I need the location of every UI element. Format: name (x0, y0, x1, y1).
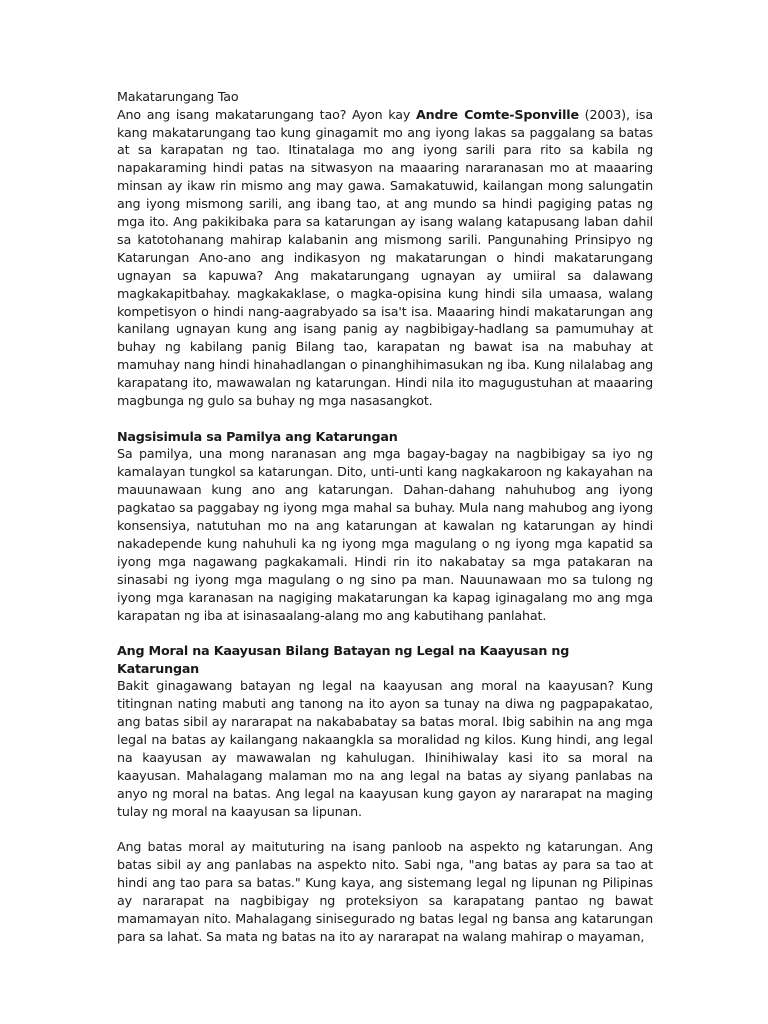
section-heading-makatarungang-tao: Makatarungang Tao (117, 89, 239, 104)
section-heading-moral-na-kaayusan: Ang Moral na Kaayusan Bilang Batayan ng Legal na Kaayusan ng Katarungan (117, 643, 570, 676)
paragraph-gap (117, 624, 653, 642)
section-body-batas-moral: Ang batas moral ay maituturing na isang panloob na aspekto ng katarungan. Ang batas sibil ay ang panlabas na aspekto nito. Sabi nga, "ang batas ay para sa tao at hindi ang tao para sa batas." Kung kaya, ang sistemang legal ng lipunan ng Pilipinas ay nararapat na nagbibigay ng proteksiyon sa karapatang pantao ng bawat mamamayan nito. Mahalagang sinisegurado ng batas legal ng bansa ang katarungan para sa lahat. Sa mata ng batas na ito ay nararapat na walang mahirap o mayaman, (117, 839, 653, 945)
paragraph-gap (117, 410, 653, 428)
paragraph-gap (117, 821, 653, 839)
body-intro-text: Ano ang isang makatarungang tao? Ayon kay (117, 106, 416, 122)
section-body-moral-na-kaayusan: Bakit ginagawang batayan ng legal na kaayusan ang moral na kaayusan? Kung titingnan nating mabuti ang tanong na ito ayon sa tunay na diwa ng pagpapakatao, ang batas sibil ay nararapat na nakababatay sa batas moral. Ibig sabihin na ang mga legal na batas ay kailangang nakaangkla sa moralidad ng kilos. Kung hindi, ang legal na kaayusan ay mawawalan ng kahulugan. Ihinihiwalay kasi ito sa moral na kaayusan. Mahalagang malaman mo na ang legal na batas ay siyang panlabas na anyo ng moral na batas. Ang legal na kaayusan kung gayon ay nararapat na maging tulay ng moral na kaayusan sa lipunan. (117, 678, 653, 819)
author-name: Andre Comte-Sponville (415, 106, 579, 122)
section-heading-pamilya: Nagsisimula sa Pamilya ang Katarungan (117, 428, 398, 444)
body-main-text: (2003), isa kang makatarungang tao kung ginagamit mo ang iyong lakas sa paggalang sa batas at sa karapatan ng tao. Itinatalaga mo ang iyong sarili para rito sa kabila ng napakaraming hindi patas na sitwasyon na maaaring nararanasan mo at maaaring minsan ay ikaw rin mismo ang may gawa. Samakatuwid, kailangan mong salungatin ang iyong mismong sarili, ang ibang tao, at ang mundo sa hindi pagiging patas ng mga ito. Ang pakikibaka para sa katarungan ay isang walang katapusang laban dahil sa katotohanang mahirap kalabanin ang mismong sarili. Pangunahing Prinsipyo ng Katarungan Ano-ano ang indikasyon ng makatarungan o hindi makatarungang ugnayan sa kapuwa? Ang makatarungang ugnayan ay umiiral sa dalawang magkakapitbahay. magkakaklase, o magka-opisina kung hindi sila umaasa, walang kompetisyon o hindi nang-aagrabyado sa isa't isa. Maaaring hindi makatarungan ang kanilang ugnayan kung ang isang panig ay nagbibigay-hadlang sa pamumuhay at buhay ng kabilang panig Bilang tao, karapatan ng bawat isa na mabuhay at mamuhay nang hindi hinahadlangan o pinanghihimasukan ng iba. Kung nilalabag ang karapatang ito, mawawalan ng katarungan. Hindi nila ito magugustuhan at maaaring magbunga ng gulo sa buhay ng mga nasasangkot. (117, 106, 654, 409)
document-page (117, 88, 653, 946)
section-body-makatarungang-tao (117, 106, 653, 410)
section-body-pamilya: Sa pamilya, una mong naranasan ang mga bagay-bagay na nagbibigay sa iyo ng kamalayan tungkol sa katarungan. Dito, unti-unti kang nagkakaroon ng kakayahan na mauunawaan kung ano ang katarungan. Dahan-dahang nahuhubog ang iyong pagkatao sa paggabay ng iyong mga mahal sa buhay. Mula nang mahubog ang iyong konsensiya, natutuhan mo na ang katarungan at kawalan ng katarungan ay hindi nakadepende kung nahuhuli ka ng iyong mga magulang o ng iyong mga kapatid sa iyong mga nagawang pagkakamali. Hindi rin ito nakabatay sa mga patakaran na sinasabi ng iyong mga magulang o ng sino pa man. Nauunawaan mo sa tulong ng iyong mga karanasan na nagiging makatarungan ka kapag iginagalang mo ang mga karapatan ng iba at isinasaalang-alang mo ang kabutihang panlahat. (117, 446, 653, 623)
